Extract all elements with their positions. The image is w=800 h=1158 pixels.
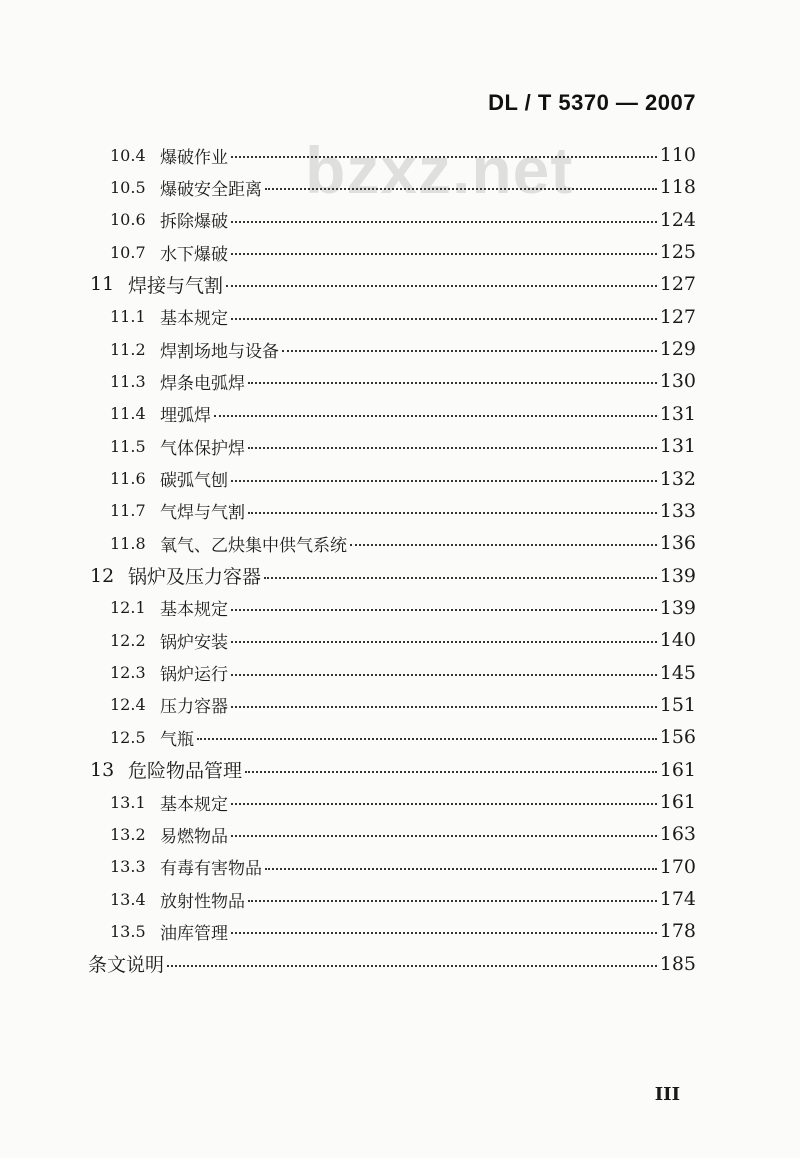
toc-entry-title: 基本规定 [160, 309, 228, 330]
dot-leader [265, 868, 657, 870]
toc-entry-number: 11.7 [110, 501, 146, 521]
toc-entry-page: 163 [659, 823, 696, 846]
toc-entry-page: 136 [659, 532, 696, 555]
toc-entry-title: 拆除爆破 [160, 212, 228, 233]
toc-entry-number: 11 [90, 273, 115, 296]
toc-entry-page: 124 [659, 208, 696, 231]
dot-leader [197, 738, 657, 740]
toc-entry-number: 10.7 [110, 242, 146, 262]
toc-entry-number: 12.3 [110, 663, 146, 683]
toc-entry-title: 基本规定 [160, 600, 228, 621]
toc-entry-page: 139 [659, 564, 696, 587]
toc-entry-number: 13 [90, 758, 115, 781]
toc-entry-page: 127 [659, 305, 696, 328]
toc-entry [88, 948, 696, 980]
toc-entry-number: 12.2 [110, 630, 146, 650]
toc-entry [110, 818, 696, 850]
dot-leader [214, 415, 657, 417]
dot-leader [231, 932, 657, 934]
toc-entry-page: 110 [659, 144, 696, 166]
dot-leader [231, 253, 657, 255]
toc-entry-number: 13.4 [110, 889, 146, 909]
toc-entry-page: 131 [659, 402, 696, 425]
toc-entry-number: 10.5 [110, 177, 146, 197]
dot-leader [248, 382, 657, 384]
toc-entry [110, 301, 696, 333]
dot-leader [226, 285, 657, 287]
toc-entry-page: 178 [659, 920, 696, 943]
toc-entry-number: 12 [90, 564, 115, 587]
toc-entry [110, 689, 696, 721]
dot-leader [265, 188, 657, 190]
toc-entry [110, 139, 696, 171]
toc-entry [90, 560, 696, 592]
toc-entry-title: 爆破安全距离 [160, 179, 262, 200]
toc-entry-title: 焊接与气割 [128, 274, 224, 297]
dot-leader [167, 965, 657, 967]
toc-entry-page: 125 [659, 241, 696, 264]
toc-entry-title: 碳弧气刨 [160, 471, 228, 491]
toc-entry-page: 140 [659, 629, 696, 652]
dot-leader [231, 609, 657, 611]
dot-leader [231, 641, 657, 643]
toc-entry-number: 13.5 [110, 921, 146, 941]
toc-entry-page: 130 [659, 370, 696, 393]
toc-entry-page: 131 [659, 435, 696, 458]
toc-entry [90, 268, 696, 300]
toc-entry [110, 333, 696, 365]
toc-entry [110, 624, 696, 656]
toc-entry [110, 398, 696, 430]
dot-leader [282, 350, 657, 352]
toc-entry [110, 527, 696, 559]
dot-leader [248, 512, 657, 514]
toc-entry [110, 236, 696, 268]
toc-entry-number: 13.3 [110, 857, 146, 877]
toc-entry-title: 基本规定 [160, 794, 228, 815]
dot-leader [231, 674, 657, 676]
toc-entry-page: 129 [659, 338, 696, 361]
toc-entry-page: 151 [659, 693, 696, 716]
toc-entry-title: 锅炉安装 [160, 632, 228, 653]
dot-leader [245, 771, 657, 773]
toc-entry [110, 851, 696, 883]
dot-leader [231, 318, 657, 320]
toc-entry [110, 495, 696, 527]
toc-entry-page: 174 [659, 888, 696, 911]
toc-entry-number: 13.2 [110, 824, 146, 844]
toc-entry-number: 11.6 [110, 469, 146, 488]
toc-entry-number: 10.4 [110, 145, 146, 165]
toc-entry-number: 12.5 [110, 727, 146, 747]
dot-leader [231, 706, 657, 708]
toc-entry-title: 埋弧焊 [160, 406, 211, 427]
toc-entry-page: 156 [659, 726, 696, 749]
toc-entry [110, 463, 696, 495]
toc-entry-number: 11.4 [110, 404, 146, 424]
dot-leader [231, 221, 657, 223]
toc-entry-number: 11.2 [110, 339, 146, 359]
toc-entry-number: 10.6 [110, 210, 146, 230]
toc-entry-title: 气体保护焊 [160, 438, 245, 459]
toc-entry [110, 657, 696, 689]
dot-leader [350, 544, 657, 546]
dot-leader [231, 480, 657, 482]
toc-entry-title: 有毒有害物品 [160, 859, 262, 880]
toc-entry-page: 132 [659, 467, 696, 490]
toc-entry-title: 爆破作业 [160, 147, 228, 168]
toc-entry-number: 11.3 [110, 371, 146, 391]
toc-entry-title: 危险物品管理 [128, 760, 243, 783]
toc-entry-number: 12.4 [110, 695, 146, 715]
toc-entry [110, 365, 696, 397]
toc-entry-page: 185 [659, 952, 696, 975]
dot-leader [231, 803, 657, 805]
toc-entry-number: 12.1 [110, 598, 146, 618]
toc-entry-page: 170 [659, 855, 696, 878]
dot-leader [231, 835, 657, 837]
toc-entry-title: 放射性物品 [160, 891, 245, 912]
toc-entry-number: 11.5 [110, 436, 146, 456]
toc-entry [110, 883, 696, 915]
toc-entry-title: 油库管理 [160, 923, 228, 944]
toc-entry-page: 145 [659, 661, 696, 684]
toc-entry [110, 171, 696, 203]
standard-code-header: DL / T 5370 — 2007 [488, 90, 696, 115]
toc-entry-page: 139 [659, 596, 696, 619]
toc-entry [110, 915, 696, 947]
toc-entry-page: 161 [659, 791, 696, 813]
page-number: III [654, 1084, 680, 1105]
toc-entry [110, 204, 696, 236]
toc-entry-page: 133 [659, 499, 696, 522]
toc-entry-title: 氧气、乙炔集中供气系统 [160, 535, 347, 556]
toc-entry-title: 锅炉运行 [160, 665, 228, 686]
toc-entry-title: 气焊与气割 [160, 503, 245, 524]
toc-entry-number: 11.8 [110, 533, 146, 553]
toc-entry-title: 易燃物品 [160, 826, 228, 847]
dot-leader [248, 447, 657, 449]
toc-entry [90, 754, 696, 786]
toc-entry [110, 430, 696, 462]
toc-entry [110, 721, 696, 753]
toc-entry-title: 焊割场地与设备 [160, 341, 279, 362]
toc-entry-title: 水下爆破 [160, 244, 228, 265]
toc-entry-title: 压力容器 [160, 697, 228, 718]
toc-entry [110, 592, 696, 624]
dot-leader [231, 156, 657, 158]
toc-entry-number: 13.1 [110, 792, 146, 812]
dot-leader [248, 900, 657, 902]
toc-entry-title: 锅炉及压力容器 [128, 566, 262, 589]
toc-entry-title: 气瓶 [160, 729, 194, 750]
dot-leader [264, 577, 657, 579]
toc-entry [110, 786, 696, 818]
toc-entry-title: 条文说明 [88, 954, 165, 977]
toc-entry-page: 127 [659, 273, 696, 296]
toc-entry-page: 118 [659, 176, 696, 199]
watermark: bzxz.net [305, 133, 574, 207]
toc-entry-number: 11.1 [110, 307, 146, 327]
toc-entry-page: 161 [659, 758, 696, 781]
toc-entry-title: 焊条电弧焊 [160, 373, 245, 394]
